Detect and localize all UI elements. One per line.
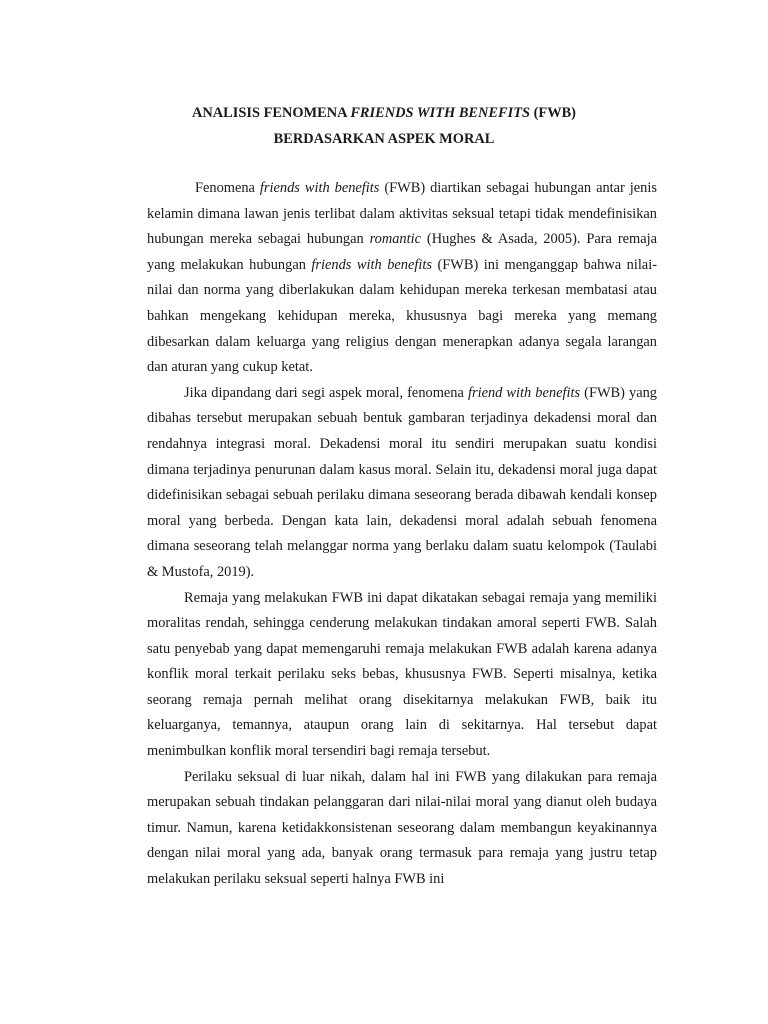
- paragraph: [147, 176, 657, 381]
- text-run: Jika dipandang dari segi aspek moral, fenomena: [184, 384, 468, 401]
- document-body: [147, 176, 657, 893]
- text-run: (Hughes & Asada, 2005). Para remaja yang melakukan hubungan: [147, 231, 657, 273]
- italic-text-run: friend with benefits: [467, 384, 581, 401]
- paragraph: [147, 586, 657, 765]
- paragraph: [147, 381, 657, 586]
- text-run: (FWB) ini menganggap bahwa nilai-nilai dan norma yang diberlakukan dalam kehidupan mereka terkesan membatasi atau bahkan mengekang kehidupan mereka, khususnya bagi mereka yang memang dibesarkan dalam keluarga yang religius dengan menerapkan adanya segala larangan dan aturan yang cukup ketat.: [147, 256, 657, 376]
- document-title-line-1: [0, 104, 768, 122]
- text-run: (FWB) yang dibahas tersebut merupakan sebuah bentuk gambaran terjadinya dekadensi moral dan rendahnya integrasi moral. Dekadensi moral itu sendiri merupakan suatu kondisi dimana terjadinya penurunan dalam kasus moral. Selain itu, dekadensi moral juga dapat didefinisikan sebagai sebuah perilaku dimana seseorang berada dibawah kendali konsep moral yang berbeda. Dengan kata lain, dekadensi moral adalah sebuah fenomena dimana seseorang telah melanggar norma yang berlaku dalam suatu kelompok (Taulabi & Mustofa, 2019).: [147, 384, 657, 580]
- text-run: Fenomena: [195, 180, 260, 196]
- text-run: (FWB) diartikan sebagai hubungan antar jenis kelamin dimana lawan jenis terlibat dalam aktivitas seksual tetapi tidak mendefinisikan hubungan mereka sebagai hubungan: [147, 180, 657, 248]
- italic-text-run: friends with benefits: [311, 256, 432, 273]
- document-title-line-2: BERDASARKAN ASPEK MORAL: [273, 131, 495, 147]
- italic-text-run: romantic: [369, 231, 422, 248]
- text-run: Remaja yang melakukan FWB ini dapat dikatakan sebagai remaja yang memiliki moralitas rendah, sehingga cenderung melakukan tindakan amoral seperti FWB. Salah satu penyebab yang dapat memengaruhi remaja melakukan FWB adalah karena adanya konflik moral terkait perilaku seks bebas, khususnya FWB. Seperti misalnya, ketika seorang remaja pernah melihat orang disekitarnya melakukan FWB, baik itu keluarganya, temannya, ataupun orang lain di sekitarnya. Hal tersebut dapat menimbulkan konflik moral tersendiri bagi remaja tersebut.: [147, 589, 657, 760]
- title-suffix: (FWB): [530, 105, 576, 121]
- paragraph: [147, 765, 657, 893]
- text-run: Perilaku seksual di luar nikah, dalam hal ini FWB yang dilakukan para remaja merupakan sebuah tindakan pelanggaran dari nilai-nilai moral yang dianut oleh budaya timur. Namun, karena ketidakkonsistenan seseorang dalam membangun keyakinannya dengan nilai moral yang ada, banyak orang termasuk para remaja yang justru tetap melakukan perilaku seksual seperti halnya FWB ini: [147, 768, 657, 888]
- title-italic: FRIENDS WITH BENEFITS: [350, 105, 531, 121]
- title-prefix: ANALISIS FENOMENA: [192, 105, 351, 121]
- italic-text-run: friends with benefits: [259, 180, 380, 196]
